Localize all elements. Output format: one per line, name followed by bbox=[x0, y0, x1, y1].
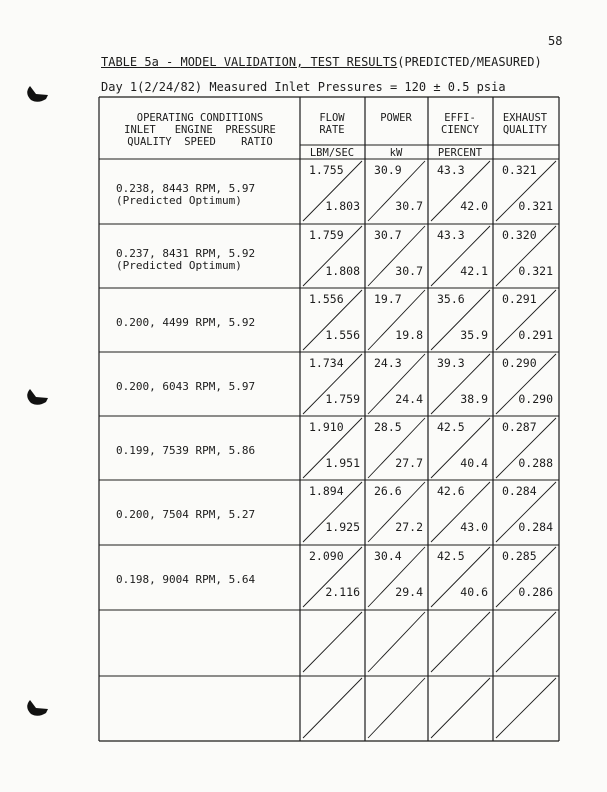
power-measured: 24.4 bbox=[395, 392, 423, 406]
cell-diagonal-slash bbox=[303, 678, 362, 738]
header-exhaust-quality: EXHAUST QUALITY bbox=[502, 112, 548, 136]
flow-measured: 2.116 bbox=[325, 585, 360, 599]
power-predicted: 26.6 bbox=[374, 484, 402, 498]
power-predicted: 19.7 bbox=[374, 292, 402, 306]
eff-measured: 38.9 bbox=[460, 392, 488, 406]
flow-measured: 1.951 bbox=[325, 456, 360, 470]
eff-measured: 43.0 bbox=[460, 520, 488, 534]
flow-predicted: 1.755 bbox=[309, 163, 344, 177]
power-measured: 30.7 bbox=[395, 264, 423, 278]
eff-measured: 40.4 bbox=[460, 456, 488, 470]
power-predicted: 30.7 bbox=[374, 228, 402, 242]
row-conditions bbox=[116, 381, 255, 393]
eff-predicted: 39.3 bbox=[437, 356, 465, 370]
flow-measured: 1.803 bbox=[325, 199, 360, 213]
row-conditions bbox=[116, 317, 255, 329]
exh-measured: 0.290 bbox=[518, 392, 553, 406]
flow-predicted: 1.556 bbox=[309, 292, 344, 306]
exh-predicted: 0.320 bbox=[502, 228, 537, 242]
eff-predicted: 35.6 bbox=[437, 292, 465, 306]
flow-predicted: 1.910 bbox=[309, 420, 344, 434]
condition-values: 0.238, 8443 RPM, 5.97 bbox=[116, 182, 256, 195]
power-predicted: 30.4 bbox=[374, 549, 402, 563]
row-conditions bbox=[116, 183, 255, 207]
exh-measured: 0.291 bbox=[518, 328, 553, 342]
exh-measured: 0.284 bbox=[518, 520, 553, 534]
table-title-main: TABLE 5a - MODEL VALIDATION, TEST RESULTS bbox=[101, 55, 398, 69]
condition-values: 0.199, 7539 RPM, 5.86 bbox=[116, 444, 256, 457]
flow-predicted: 1.894 bbox=[309, 484, 344, 498]
condition-values: 0.200, 4499 RPM, 5.92 bbox=[116, 316, 256, 329]
flow-measured: 1.759 bbox=[325, 392, 360, 406]
exh-measured: 0.288 bbox=[518, 456, 553, 470]
power-predicted: 30.9 bbox=[374, 163, 402, 177]
eff-predicted: 43.3 bbox=[437, 163, 465, 177]
eff-measured: 35.9 bbox=[460, 328, 488, 342]
row-conditions bbox=[116, 445, 255, 457]
cell-diagonal-slash bbox=[368, 612, 425, 672]
header-flow-rate: FLOW RATE bbox=[319, 112, 345, 136]
header-efficiency: EFFI- CIENCY bbox=[441, 112, 479, 136]
condition-values: 0.200, 6043 RPM, 5.97 bbox=[116, 380, 256, 393]
eff-predicted: 43.3 bbox=[437, 228, 465, 242]
power-predicted: 24.3 bbox=[374, 356, 402, 370]
exh-predicted: 0.285 bbox=[502, 549, 537, 563]
cell-diagonal-slash bbox=[303, 612, 362, 672]
exh-measured: 0.321 bbox=[518, 264, 553, 278]
power-predicted: 28.5 bbox=[374, 420, 402, 434]
row-conditions bbox=[116, 509, 255, 521]
eff-predicted: 42.6 bbox=[437, 484, 465, 498]
condition-values: 0.200, 7504 RPM, 5.27 bbox=[116, 508, 256, 521]
power-measured: 27.7 bbox=[395, 456, 423, 470]
exh-measured: 0.286 bbox=[518, 585, 553, 599]
eff-predicted: 42.5 bbox=[437, 549, 465, 563]
power-measured: 27.2 bbox=[395, 520, 423, 534]
cell-diagonal-slash bbox=[496, 612, 556, 672]
flow-measured: 1.925 bbox=[325, 520, 360, 534]
eff-predicted: 42.5 bbox=[437, 420, 465, 434]
eff-measured: 40.6 bbox=[460, 585, 488, 599]
cell-diagonal-slash bbox=[368, 678, 425, 738]
power-measured: 29.4 bbox=[395, 585, 423, 599]
exh-predicted: 0.284 bbox=[502, 484, 537, 498]
power-measured: 30.7 bbox=[395, 199, 423, 213]
exh-predicted: 0.321 bbox=[502, 163, 537, 177]
table-subtitle: Day 1(2/24/82) Measured Inlet Pressures = 120 ± 0.5 psia bbox=[101, 80, 506, 94]
flow-predicted: 1.734 bbox=[309, 356, 344, 370]
flow-measured: 1.556 bbox=[325, 328, 360, 342]
condition-note: (Predicted Optimum) bbox=[116, 194, 242, 207]
power-measured: 19.8 bbox=[395, 328, 423, 342]
header-power: POWER bbox=[380, 112, 412, 124]
flow-measured: 1.808 bbox=[325, 264, 360, 278]
exh-predicted: 0.291 bbox=[502, 292, 537, 306]
eff-measured: 42.0 bbox=[460, 199, 488, 213]
row-conditions bbox=[116, 248, 255, 272]
cell-diagonal-slash bbox=[431, 678, 490, 738]
header-operating-conditions: OPERATING CONDITIONS INLET ENGINE PRESSURE QUALITY SPEED RATIO bbox=[124, 112, 276, 148]
exh-measured: 0.321 bbox=[518, 199, 553, 213]
condition-values: 0.237, 8431 RPM, 5.92 bbox=[116, 247, 256, 260]
page-number: 58 bbox=[548, 34, 563, 48]
flow-predicted: 2.090 bbox=[309, 549, 344, 563]
table-title-suffix: (PREDICTED/MEASURED) bbox=[397, 55, 542, 69]
header-flow-unit: LBM/SEC bbox=[309, 147, 355, 159]
condition-values: 0.198, 9004 RPM, 5.64 bbox=[116, 573, 256, 586]
cell-diagonal-slash bbox=[431, 612, 490, 672]
exh-predicted: 0.287 bbox=[502, 420, 537, 434]
cell-diagonal-slash bbox=[496, 678, 556, 738]
flow-predicted: 1.759 bbox=[309, 228, 344, 242]
condition-note: (Predicted Optimum) bbox=[116, 259, 242, 272]
exh-predicted: 0.290 bbox=[502, 356, 537, 370]
header-power-unit: kW bbox=[389, 147, 403, 159]
eff-measured: 42.1 bbox=[460, 264, 488, 278]
header-efficiency-unit: PERCENT bbox=[437, 147, 483, 159]
row-conditions bbox=[116, 574, 255, 586]
